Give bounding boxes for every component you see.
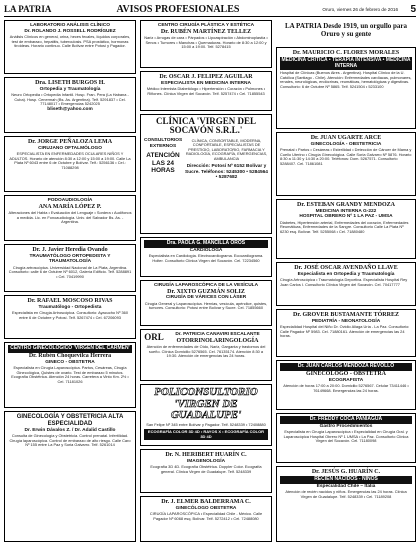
column-right	[276, 20, 416, 542]
clinic-name: CLÍNICA 'VIRGEN DEL SOCAVÓN S.R.L.'	[155, 116, 257, 135]
ad-subtitle-2: HOSPITAL OBRERO Nº 1 LA PAZ - UMSA	[299, 214, 393, 220]
ad-title: CENTRO GINECOLÓGICO 'VIRGEN DEL CARMEN'	[8, 345, 132, 353]
section-title: AVISOS PROFESIONALES	[116, 3, 240, 15]
ad-subtitle: MEDICINA INTERNA G-222	[315, 208, 377, 214]
ad-bustamante	[276, 309, 416, 357]
ad-laboratorio	[4, 20, 136, 74]
ad-name: Dr. JOSÉ OSCAR AVENDAÑO LLAVE	[294, 265, 398, 271]
ad-name: Dr. ESTEBAN GRANDY MENDOZA	[297, 202, 395, 208]
ad-subtitle: IMAGENOLOGÍA	[186, 458, 226, 464]
ad-name: Dr. JUAN UGARTE ARCE	[310, 135, 382, 141]
ad-burgos	[4, 77, 136, 133]
ad-heredia	[4, 244, 136, 292]
ad-text: Consulta de Ginecología y Obstetricia. Control prenatal. Infertilidad. Cirugía laparoscópica. Control de embarazo de alto riesgo. Calle Caro Nº 155 entre La Paz y Soria Galvarro. Telf. 5261014	[9, 433, 131, 448]
ad-name: Dr. Rubén Choquevilca Herrera	[28, 352, 112, 359]
ad-name: Dra. LISETH BURGOS H.	[35, 80, 105, 86]
ad-text: Atención de enfermedades de Oído, Nariz, Garganta y trastornos del sueño. Clínica Domicilio 5276565. Cel. 76135174. Atención 8:30 a 19:30. Atención de emergencias las 24 horas.	[146, 344, 266, 359]
ad-name: Dr. JORGE PEÑALOZA LEMA	[27, 139, 113, 145]
ad-martinez	[140, 20, 272, 68]
ad-text: San Felipe Nº 345 entre Bolívar y Pagador. Telf. 5248339 • 72408880	[146, 421, 266, 427]
ad-text: ESPECIALISTA EN ENFERMEDADES OCULARES NIÑOS Y ADULTOS. Horario de atención 8:30 a 12:00 y 15:00 a 19:00. Calle La Plata Nº 6043 entre 6 de Octubre y Bolívar. Telf.: 5256136 • Cel.: 71088298	[9, 151, 131, 170]
ad-balderrama	[140, 496, 272, 542]
ad-virgen-carmen	[4, 342, 136, 408]
ad-text: Cirugía artroscópica. Universidad Nacional de La Plata, Argentina. Consultorio: calle 6 de Octubre Nº 6012, Galería Edificio. Telf. 5288891 • Cel. 70419990	[8, 264, 132, 279]
ad-name: Dr. OSCAR J. FELIPEZ AGUILAR	[159, 74, 253, 80]
ad-text: Especialidad Hospital del Niño Dr. Ovidio Aliaga Uría - La Paz. Consultorio: Calle Pagador Nº 5983. Cel. 71880161. Atención de emergencias las 24 horas.	[280, 324, 410, 339]
ad-ginecologia-alta	[4, 411, 136, 542]
ad-name: Dr. XIXTO GUZMÁN SOLIZ	[167, 288, 245, 295]
ad-text: Ecografía 3D 4D. Ecografía Obstétrica. Doppler Color. Ecografía general. Clínica Virgen de Guadalupe. Telf. 5248339	[150, 464, 262, 474]
ad-subtitle: GINECOLOGÍA - OBSTETRICIA	[310, 141, 382, 147]
ad-felipez	[140, 71, 272, 111]
ad-email: bliseth@yahoo.com	[47, 106, 93, 112]
ad-name: Dra. PAOLA G. MANCILLA OROS	[144, 240, 268, 248]
ad-penaloza	[4, 136, 136, 192]
ad-subtitle: PEDIATRÍA - NEONATOLOGÍA	[311, 318, 381, 324]
ad-text: Neuro Ortopedia • Ortopedia Infantil. Hosp. Fran. Pera (La Habana - Cuba). Hosp. Cenermah (Bs. As. Argentina). Telf. 5291837 • Cel. 77148017 • Emergencias 5242025	[11, 92, 129, 107]
ad-name: Dr. Erwin Dávalos Z. / Dr. Adalid Castillo	[24, 427, 116, 433]
ad-title: CIRUGÍA LAPAROSCÓPICA DE LA VESÍCULA	[153, 283, 259, 288]
page-header	[4, 3, 416, 17]
ad-name: Dr. MAURICIO C. FLORES MORALES	[292, 50, 400, 56]
ad-mancilla	[140, 237, 272, 277]
ad-text: Cirugía Artroscópica • Traumatología Deportiva. Especialista Hospital Rey Juan Carlos I. Consultorio Clínica Virgen del Socavón. Cel. 70417777	[280, 277, 408, 287]
ad-logo-text: ORL	[144, 332, 164, 342]
ad-text: CLÍNICA, CONSORTABLE, MODERNA, CONFORTABLE, ESPECIALISTAS DE PRESTIGIO, LABORATORIO, FARMACIA Y RADIOLOGÍA, ECOGRAFÍA, EMERGENCIAS, AMBULANCIA	[185, 138, 268, 161]
ad-name: Dr. PATRICIA CANAVIRI ESCALANTE	[175, 332, 260, 337]
ad-subtitle: Especialidad Chile – Italia	[316, 483, 376, 489]
ad-name: Dr. JESÚS G. HUARÍN C.	[311, 469, 381, 475]
banner-text: LA PATRIA Desde 1919, un orgullo para Oruro y su gente	[284, 22, 408, 39]
ad-text: Alteraciones del Habla • Evaluación del Lenguaje • Sordera • Audífonos a medida. Lic. en Fonoaudiología. Univ. del Salvador Bs. As. - Argentina.	[8, 210, 132, 225]
column-left	[4, 20, 136, 542]
ad-subtitle: GINECÓLOGO OBSTETRA	[175, 505, 237, 511]
ad-name: Dr. RUBÉN MARTÍNEZ TELLEZ	[160, 28, 252, 35]
ad-subtitle: GINECO - OBSTETRA	[45, 359, 95, 365]
issue-date: Oruro, viernes 26 de febrero de 2016	[322, 6, 398, 12]
ad-name: ANA MARÍA LÓPEZ P.	[38, 203, 102, 210]
ad-podoaudiologia	[4, 195, 136, 241]
ad-subtitle: GINECÓLOGO - OBSTETRA	[305, 370, 386, 377]
ad-text: Hospital de Clínicas (Buenos Aires - Argentina). Hospital Clínico de la U. Católica (Santiago - Chile). Atención: Enfermedades cardíacas, pulmonares, renales, neurológicas, endócrinas, reumáticas, hematológicas y digestivas. Consultorio: 6 de Octubre Nº 5865. Telf. 5241504 • 5233100	[280, 70, 412, 89]
ad-name: Dr. JUAN CARLOS MENDOZA REVOLLO	[280, 363, 412, 371]
ad-left-title: CONSULTORIOS EXTERNOS	[144, 138, 183, 149]
ad-flores	[276, 47, 416, 129]
ad-name: Dr. N. HERIBERT HUARÍN C.	[165, 452, 247, 458]
ad-text: Especialista en Cirugía Laparoscópica • Especialidad en Cirugía Gral. y Laparoscópica Hospital Obrero Nº 1 UMSA • La Paz. Consultorio Clínica Virgen del Socavón. Cel. 71180098	[283, 429, 409, 444]
ad-text: Atención de recién nacidos y niños. Emergencias las 24 horas. Clínica Virgen de Guadalupe. Telf. 5248339 • Cel. 71189208	[285, 489, 407, 499]
ad-name: Dr. GROVER BUSTAMANTE TÓRREZ	[293, 312, 399, 318]
ad-guadalupe	[140, 384, 272, 446]
ad-subtitle: Gastro Procedimientos	[319, 423, 373, 429]
ad-text: Análisis Clínicos en general, orina, heces fecales, líquidos corporales, test de embarazo, hepatitis, tuberculosis. PSA prostático, hormonas tiroideas. Horario continuo. Calle Bolívar entre Potosí y Pagador.	[9, 34, 131, 48]
ad-grandy	[276, 199, 416, 259]
ad-coca	[276, 413, 416, 463]
ad-la-patria-banner	[276, 20, 416, 44]
ad-hours: ATENCIÓN LAS 24 HORAS	[146, 152, 180, 174]
ad-band: ECOGRAFÍA COLOR 3D 4D • RAYOS X • ECOGRAFÍA COLOR 3D 4D	[144, 429, 268, 440]
ad-mendoza	[276, 360, 416, 410]
ad-band: MEDICINA CRÍTICA • TERAPIA INTENSIVA • MEDICINA INTERNA	[281, 56, 411, 69]
ad-name: Dr. RAFAEL MOSCOSO RIVAS	[27, 298, 113, 304]
clinic-name: POLICONSULTORIO 'VIRGEN DE GUADALUPE'	[154, 386, 258, 422]
ad-huarin-n	[140, 449, 272, 493]
ad-name: Dr. ROLANDO J. ROSSELL RODRÍGUEZ	[24, 28, 116, 34]
ad-canaviri	[140, 329, 272, 381]
ad-text: Nariz • Arrugas de cara • Párpados • Lipoaspiración • Abdominoplastía • Senos • Tumores • Manchas • Quemaduras. Horario de 8:30 a 12:00 y 15:00 a 19:00. Telf. 5278415	[144, 35, 268, 50]
ad-huarin-j	[276, 466, 416, 542]
ad-text: Atención de horas 17:00 a 20:00. Domicilio 5276567. Celular 73411446 • 76149668. Emergencias las 24 horas.	[283, 383, 409, 393]
ad-address: Dirección: Potosí Nº 6152 Bolívar y Sucre. Teléfonos: 5245300 • 5284564 • 5287682	[185, 164, 268, 181]
ad-subtitle-2: ECOGRAFISTA	[328, 377, 364, 383]
ad-subtitle: CIRUJANO OFTALMÓLOGO	[38, 145, 102, 151]
page-number: 5	[410, 3, 416, 15]
ad-text: Diabetes, Hipertensión arterial, Enfermedades del corazón, Enfermedades Reumáticas, Enfermedades de la Sangre. Consultorio Calle La Plata Nº 6230 esq. Bolívar. Telf. 5255068 • Cel. 71880480	[280, 219, 409, 234]
ad-text: Cirugía General y Laparoscópica. Hernias, vesícula, apéndice, quistes, tumores. Consultorio: Potosí entre Bolívar y Sucre. Cel. 71855660	[144, 300, 268, 311]
ad-band: RECIÉN NACIDOS - NIÑOS	[280, 476, 412, 484]
ad-subtitle: OTORRINOLARINGOLOGÍA	[176, 337, 259, 344]
ad-name: Dr. J. Javier Heredia Ovando	[32, 247, 108, 253]
ad-avendano	[276, 262, 416, 306]
ad-moscoso	[4, 295, 136, 339]
ad-subtitle: ESPECIALISTA EN MEDICINA INTERNA	[161, 80, 251, 86]
ad-title: PODOAUDIOLOGÍA	[47, 198, 93, 203]
ad-name: Dr. FREDDY COCA PANIAGUA	[280, 416, 412, 424]
ad-text: CIRUGÍA LAPAROSCÓPICA • Especialidad Chile - México. Calle Pagador Nº 6068 esq. Bolívar. Telf. 5272412 • Cel. 72488080	[149, 511, 263, 521]
ad-subtitle: Traumatólogo - Ortopedista	[38, 304, 102, 310]
ad-subtitle: CARDIÓLOGA	[189, 247, 223, 253]
ad-text: Prenatal • Partos • Cesáreas • Esterilidad • Detección de Cáncer de Mama y Cuello Uterino • Cirugía Ginecológica. Calle Soria Galvarro Nº 5876. Horario 8:30 a 11:30 y 14:30 a 20:00. Teléfonos: Dom. 5267571. Consultorio 5288407. Cel. 71861081	[280, 147, 412, 166]
ad-subtitle: TRAUMATÓLOGO ORTOPEDISTA Y TRAUMATOLOGÍA	[29, 253, 111, 265]
column-middle	[140, 20, 272, 542]
ad-text: Especialista en Cardiología. Electrocardiograma. Ecocardiograma. Holter. Consultorio Clínica Virgen del Socavón. Cel. 72234560	[148, 253, 264, 263]
ad-name: Dr. J. ELMER BALDERRAMA C.	[161, 499, 251, 505]
ad-subtitle: CIRUGÍA DE VÁRICES CON LÁSER	[165, 295, 247, 301]
ad-title: LABORATORIO ANÁLISIS CLÍNICO	[30, 23, 110, 28]
ad-text: Médico Internista Diabetólogo • Hipertensión • Corazón • Pulmones • Riñones. Clínica Virgen del Socavón. Telf. 5257474 • Cel. 71855543	[146, 86, 266, 96]
ad-title: CENTRO CIRUGÍA PLÁSTICA Y ESTÉTICA	[157, 23, 255, 28]
ad-guzman	[140, 280, 272, 326]
ad-title: GINECOLOGÍA Y OBSTETRICIA ALTA ESPECIALIDAD	[16, 414, 124, 427]
ad-text: Especialista en Cirugía Artroscópica. Consultorio: Ayacucho Nº 360 entre 6 de Octubre y Potosí. Telf. 5267474 • Cel. 67206093	[12, 310, 128, 320]
ad-ugarte	[276, 132, 416, 196]
ad-clinica-socavon	[140, 114, 272, 234]
newspaper-name: LA PATRIA	[4, 4, 52, 15]
ad-subtitle: Ortopedia y Traumatología	[39, 86, 101, 92]
ad-subtitle: Especialista en Ortopedia y Traumatología	[297, 271, 395, 277]
ad-text: Especialista en Cirugía Laparoscópica. Partos, Cesáreas, Cirugía Ginecológica, Quistes de ovario. Test de embarazo 5 minutos. Ecografía Obstétrica. Atención 24 horas. Carretera a Vinto Km. 2½ • Cel. 71181026	[11, 365, 129, 384]
